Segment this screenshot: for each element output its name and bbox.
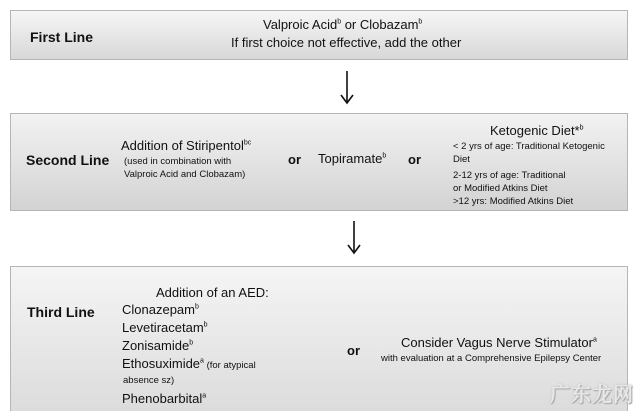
stiripentol-text: Addition of Stiripentol$^{bc}$ — [121, 138, 252, 153]
vns-note: with evaluation at a Comprehensive Epilepsy Center — [381, 353, 602, 364]
second-line-label: Second Line — [26, 152, 110, 168]
ketogenic-line-1: < 2 yrs of age: Traditional Ketogenic — [453, 141, 605, 152]
vns-title: Consider Vagus Nerve Stimulator$^a$ — [401, 335, 597, 350]
stiripentol-note-2: Valproic Acid and Clobazam) — [124, 169, 246, 180]
down-arrow-icon — [337, 70, 357, 106]
second-line-or-2: or — [408, 152, 421, 167]
first-line-drugs — [263, 17, 422, 32]
ketogenic-diet-sup: b — [579, 124, 584, 132]
aed-drug-ethosuximide: Ethosuximide$^a$ (for atypical — [122, 356, 256, 371]
ketogenic-line-2: Diet — [453, 154, 470, 165]
first-line-label: First Line — [30, 29, 94, 45]
first-line-box — [10, 10, 628, 60]
topiramate-sup: b — [382, 152, 387, 160]
ketogenic-diet-title: Ketogenic Diet*$^b$ — [490, 123, 584, 138]
ethosuximide-note-1: (for atypical — [203, 360, 256, 371]
aed-drug-phenobarbital: Phenobarbital$^a$ — [122, 391, 207, 406]
first-line-note: If first choice not effective, add the other — [231, 35, 462, 50]
aed-drug-clonazepam: Clonazepam$^b$ — [122, 302, 199, 317]
ketogenic-line-5: >12 yrs: Modified Atkins Diet — [453, 196, 574, 207]
third-line-label: Third Line — [27, 304, 95, 320]
valproic-acid-text: Valproic Acid — [263, 17, 338, 32]
stiripentol-sup: bc — [243, 139, 252, 147]
aed-drug-levetiracetam: Levetiracetam$^b$ — [122, 320, 208, 335]
clobazam-text: Clobazam — [359, 17, 419, 32]
watermark-logo: 广东龙网 — [550, 382, 634, 406]
first-line-or: or — [341, 17, 360, 32]
second-line-or-1: or — [288, 152, 301, 167]
clobazam-sup: b — [418, 18, 423, 26]
aed-drug-zonisamide: Zonisamide$^b$ — [122, 338, 194, 353]
aed-title: Addition of an AED: — [156, 285, 269, 300]
ketogenic-line-4: or Modified Atkins Diet — [453, 183, 548, 194]
second-line-box — [10, 113, 628, 211]
ketogenic-line-3: 2-12 yrs of age: Traditional — [453, 170, 566, 181]
stiripentol-note-1: (used in combination with — [124, 156, 232, 167]
down-arrow-icon — [344, 220, 364, 256]
vns-sup: a — [592, 336, 597, 344]
valproic-acid-sup: b — [337, 18, 342, 26]
ethosuximide-note-2: absence sz) — [123, 375, 175, 386]
third-line-box — [10, 266, 628, 411]
third-line-or: or — [347, 343, 360, 358]
topiramate-text: Topiramate$^b$ — [318, 151, 387, 166]
